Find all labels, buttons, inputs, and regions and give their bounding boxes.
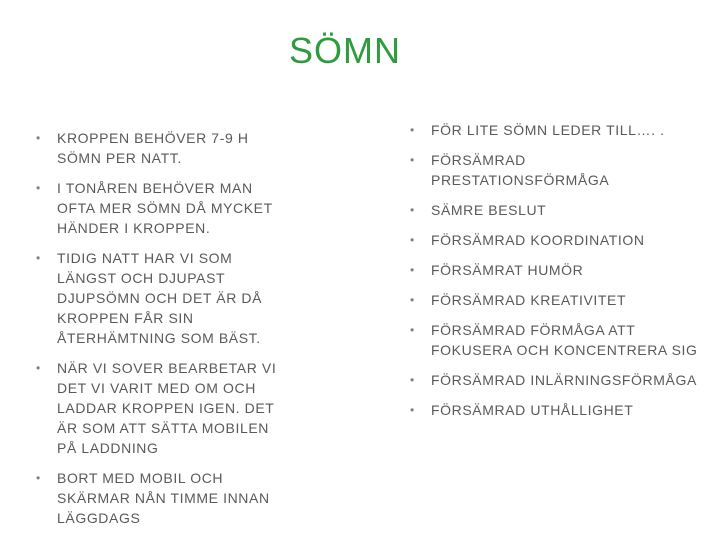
bullet-icon: • bbox=[410, 233, 415, 247]
bullet-item bbox=[404, 120, 704, 140]
bullet-item bbox=[30, 248, 290, 348]
bullet-icon: • bbox=[36, 471, 41, 485]
bullet-item bbox=[30, 178, 290, 238]
bullet-item bbox=[404, 230, 704, 250]
bullet-icon: • bbox=[410, 323, 415, 337]
bullet-icon: • bbox=[36, 361, 41, 375]
bullet-text: FÖRSÄMRAD INLÄRNINGSFÖRMÅGA bbox=[431, 372, 697, 388]
bullet-text: FÖR LITE SÖMN LEDER TILL…. . bbox=[431, 122, 665, 138]
bullet-icon: • bbox=[410, 293, 415, 307]
bullet-text: I TONÅREN BEHÖVER MAN OFTA MER SÖMN DÅ MYCKET HÄNDER I KROPPEN. bbox=[57, 180, 273, 236]
bullet-text: FÖRSÄMRAD KOORDINATION bbox=[431, 232, 645, 248]
bullet-icon: • bbox=[410, 403, 415, 417]
bullet-item bbox=[30, 358, 290, 458]
bullet-icon: • bbox=[36, 251, 41, 265]
bullet-icon: • bbox=[410, 123, 415, 137]
bullet-item bbox=[404, 260, 704, 280]
bullet-text: SÄMRE BESLUT bbox=[431, 202, 547, 218]
bullet-icon: • bbox=[410, 263, 415, 277]
bullet-item bbox=[404, 400, 704, 420]
bullet-text: BORT MED MOBIL OCH SKÄRMAR NÅN TIMME INNAN LÄGGDAGS bbox=[57, 470, 270, 526]
bullet-item bbox=[404, 320, 704, 360]
slide-title: SÖMN bbox=[289, 30, 401, 71]
bullet-icon: • bbox=[36, 131, 41, 145]
bullet-item bbox=[30, 468, 290, 528]
bullet-item bbox=[30, 128, 290, 168]
bullet-icon: • bbox=[36, 181, 41, 195]
bullet-item bbox=[404, 370, 704, 390]
bullet-icon: • bbox=[410, 373, 415, 387]
bullet-item bbox=[404, 150, 704, 190]
bullet-text: FÖRSÄMRAD UTHÅLLIGHET bbox=[431, 402, 634, 418]
bullet-text: TIDIG NATT HAR VI SOM LÄNGST OCH DJUPAST DJUPSÖMN OCH DET ÄR DÅ KROPPEN FÅR SIN ÅTERHÄMTNING SOM BÄST. bbox=[57, 250, 263, 346]
bullet-item bbox=[404, 290, 704, 310]
bullet-text: KROPPEN BEHÖVER 7-9 H SÖMN PER NATT. bbox=[57, 130, 249, 166]
bullet-icon: • bbox=[410, 153, 415, 167]
bullet-text: FÖRSÄMRAD FÖRMÅGA ATT FOKUSERA OCH KONCENTRERA SIG bbox=[431, 322, 698, 358]
right-bullet-list bbox=[404, 120, 704, 430]
left-bullet-list bbox=[30, 128, 290, 538]
bullet-item bbox=[404, 200, 704, 220]
bullet-text: FÖRSÄMRAD KREATIVITET bbox=[431, 292, 627, 308]
bullet-text: FÖRSÄMRAT HUMÖR bbox=[431, 262, 584, 278]
bullet-icon: • bbox=[410, 203, 415, 217]
bullet-text: NÄR VI SOVER BEARBETAR VI DET VI VARIT MED OM OCH LADDAR KROPPEN IGEN. DET ÄR SOM ATT SÄTTA MOBILEN PÅ LADDNING bbox=[57, 360, 277, 456]
bullet-text: FÖRSÄMRAD PRESTATIONSFÖRMÅGA bbox=[431, 152, 610, 188]
